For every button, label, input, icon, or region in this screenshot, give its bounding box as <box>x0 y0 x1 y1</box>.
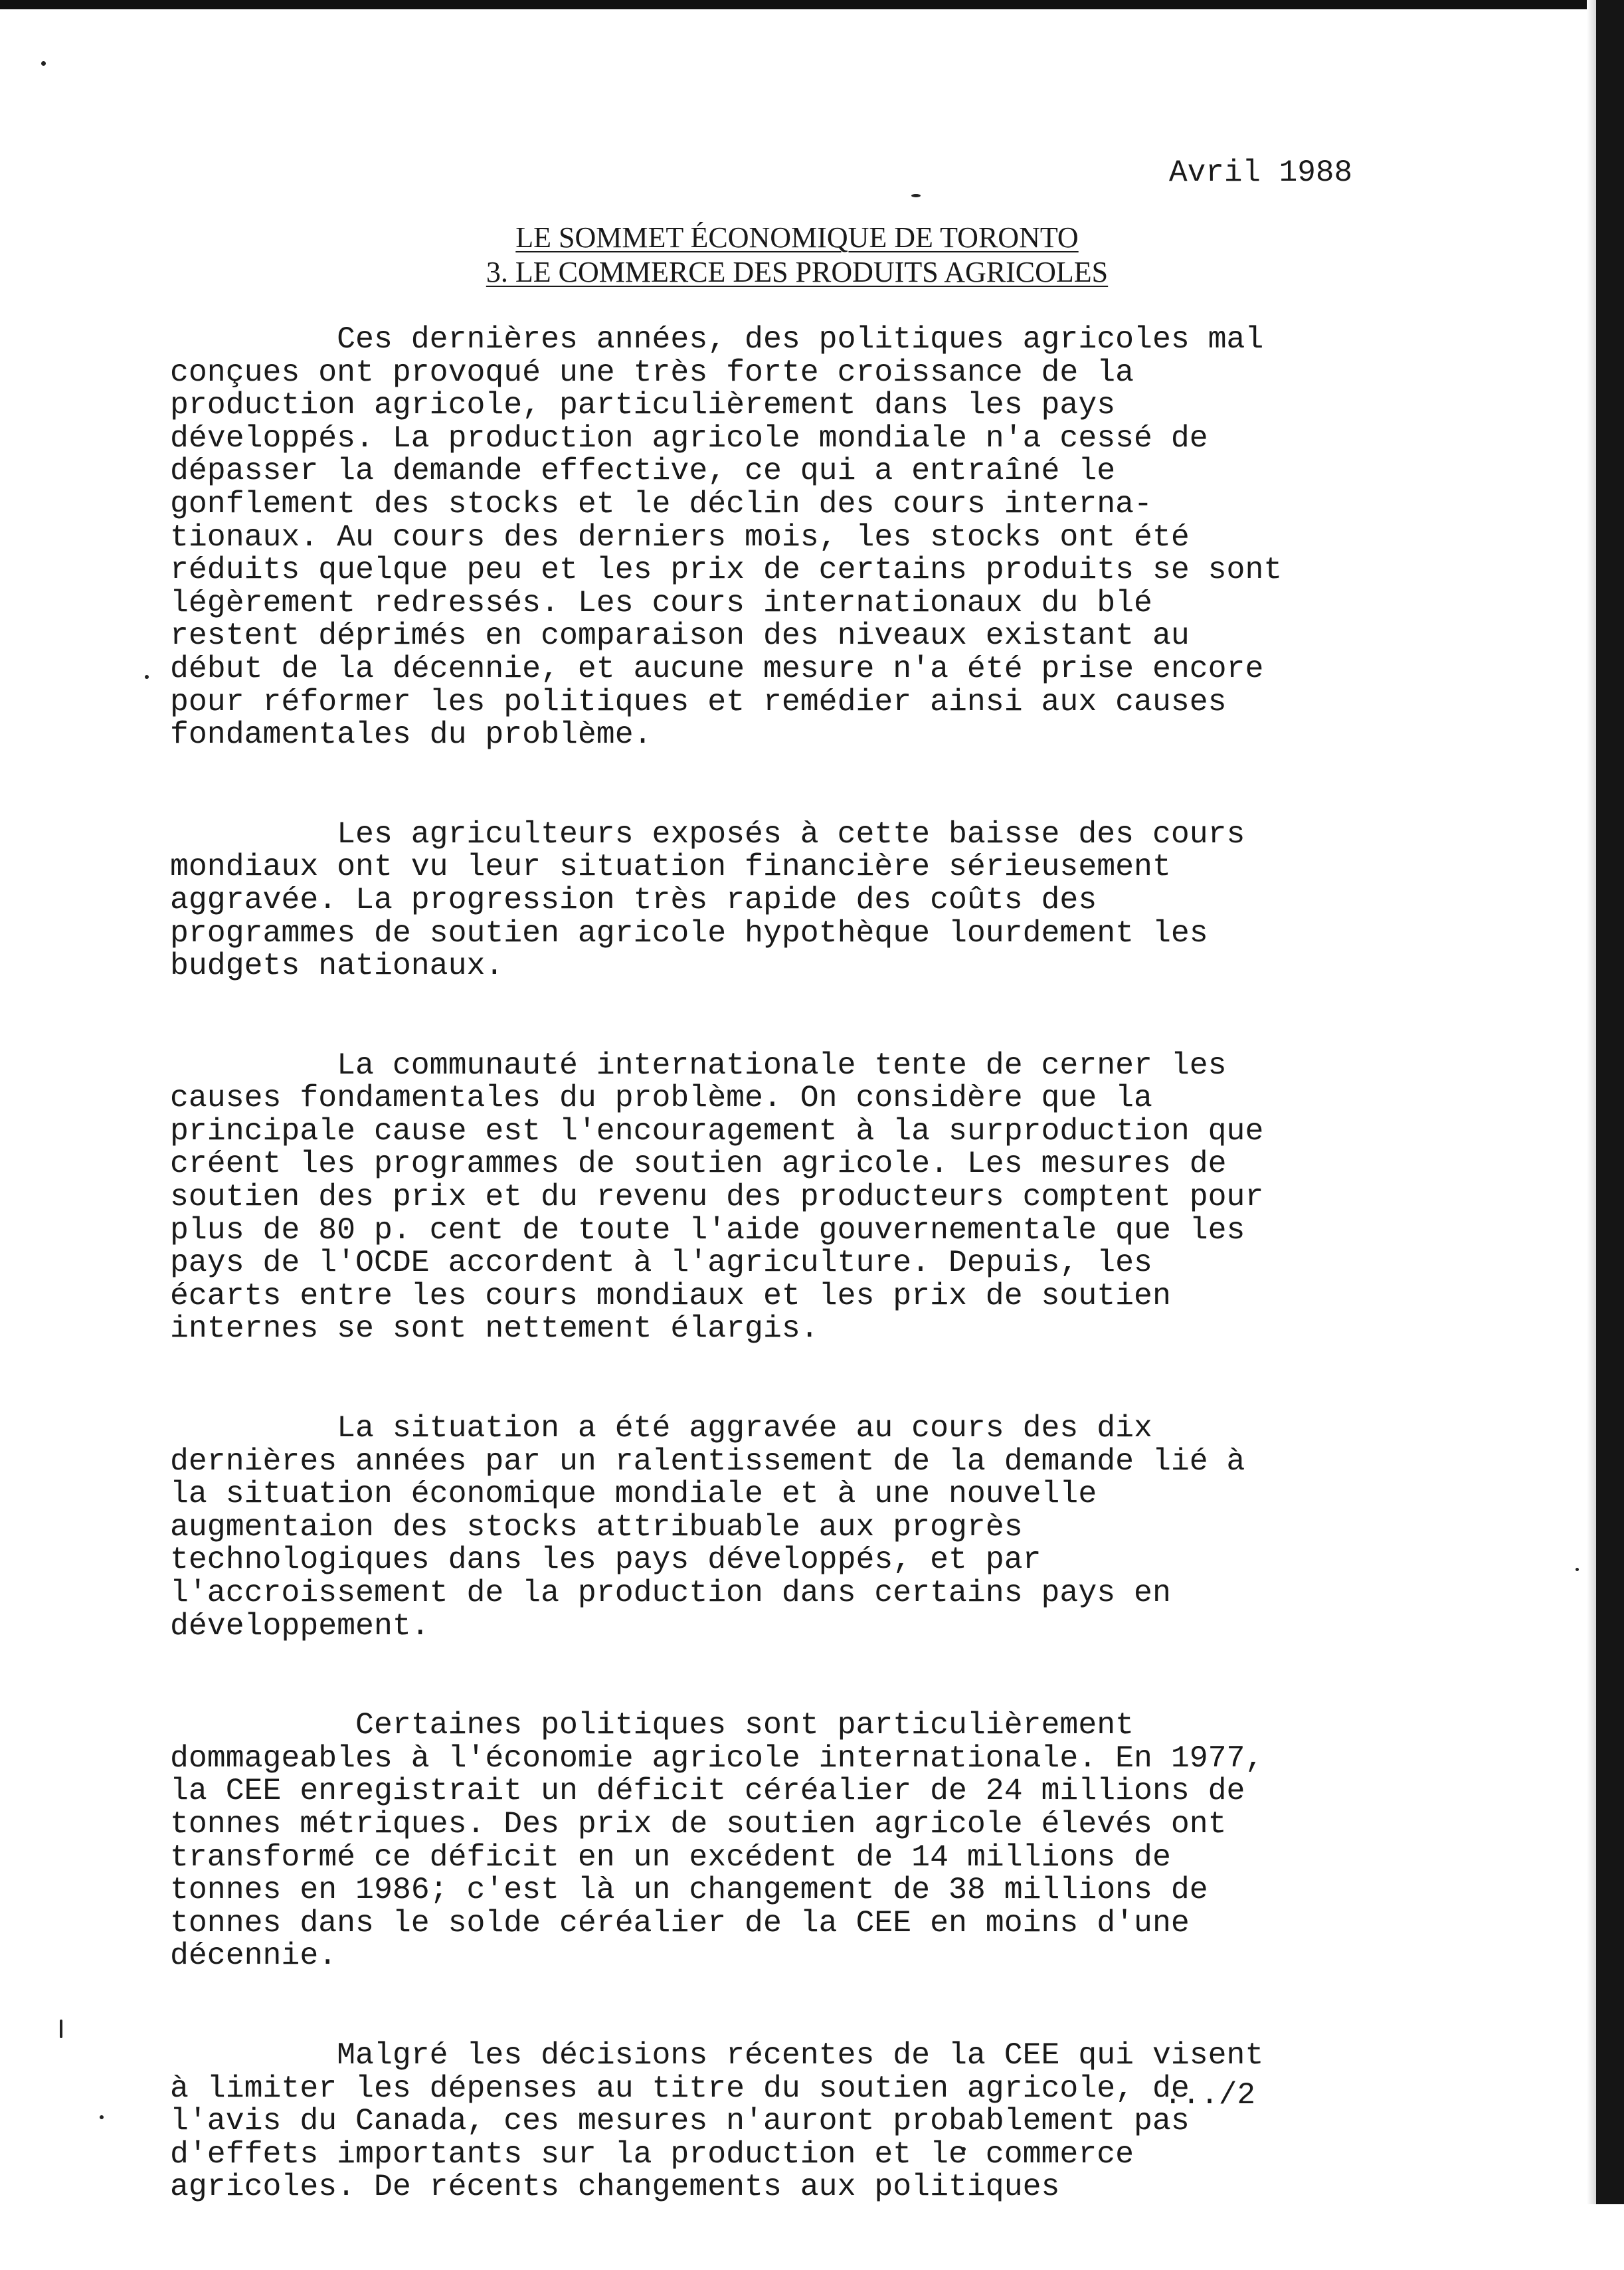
text-line: agricoles. De récents changements aux politiques <box>170 2169 1060 2205</box>
text-line: technologiques dans les pays développés, et par <box>170 1542 1041 1578</box>
text-line: fondamentales du problème. <box>170 717 652 753</box>
text-line: à limiter les dépenses au titre du soutien agricole, de <box>170 2070 1190 2106</box>
text-line: principale cause est l'encouragement à la surproduction que <box>170 1113 1264 1149</box>
text-line: d'effets importants sur la production et le commerce <box>170 2136 1134 2172</box>
text-line: internes se sont nettement élargis. <box>170 1311 819 1347</box>
text-line: pays de l'OCDE accordent à l'agriculture. Depuis, les <box>170 1245 1152 1281</box>
text-line: aggravée. La progression très rapide des coûts des <box>170 882 1097 917</box>
paragraph-4 <box>170 1412 1405 1642</box>
text-line: l'avis du Canada, ces mesures n'auront probablement pas <box>170 2103 1190 2139</box>
text-line: La communauté internationale tente de cerner les <box>170 1047 1227 1083</box>
document-title <box>399 221 1196 290</box>
text-line: pour réformer les politiques et remédier ainsi aux causes <box>170 684 1227 719</box>
scan-top-edge <box>0 0 1624 9</box>
paragraph-2 <box>170 818 1405 983</box>
text-line: augmentaion des stocks attribuable aux progrès <box>170 1509 1023 1545</box>
text-line: créent les programmes de soutien agricole. Les mesures de <box>170 1146 1227 1182</box>
paragraph-5 <box>170 1709 1405 1972</box>
text-line: la situation économique mondiale et à une nouvelle <box>170 1476 1097 1512</box>
text-line: dommageables à l'économie agricole internationale. En 1977, <box>170 1740 1264 1776</box>
scan-speck <box>1576 1568 1579 1571</box>
text-line: Les agriculteurs exposés à cette baisse des cours <box>170 816 1245 852</box>
text-line: conçues ont provoqué une très forte croissance de la <box>170 354 1134 390</box>
text-line: tonnes métriques. Des prix de soutien agricole élevés ont <box>170 1806 1227 1842</box>
text-line: Ces dernières années, des politiques agricoles mal <box>170 322 1264 357</box>
text-line: réduits quelque peu et les prix de certains produits se sont <box>170 552 1283 588</box>
text-line: soutien des prix et du revenu des producteurs comptent pour <box>170 1179 1264 1215</box>
scan-right-edge <box>1596 0 1624 2204</box>
paragraph-1 <box>170 323 1405 751</box>
text-line: la CEE enregistrait un déficit céréalier de 24 millions de <box>170 1773 1245 1809</box>
text-line: écarts entre les cours mondiaux et les prix de soutien <box>170 1277 1171 1313</box>
title-line-2: 3. LE COMMERCE DES PRODUITS AGRICOLES <box>486 256 1109 288</box>
text-line: budgets nationaux. <box>170 948 504 984</box>
text-line: Certaines politiques sont particulièrement <box>170 1707 1134 1743</box>
text-line: plus de 80 p. cent de toute l'aide gouvernementale que les <box>170 1212 1245 1248</box>
text-line: légèrement redressés. Les cours internationaux du blé <box>170 585 1152 620</box>
text-line: gonflement des stocks et le déclin des cours interna- <box>170 486 1152 521</box>
text-line: production agricole, particulièrement dans les pays <box>170 387 1116 423</box>
text-line: tonnes dans le solde céréalier de la CEE en moins d'une <box>170 1905 1190 1940</box>
text-line: dépasser la demande effective, ce qui a entraîné le <box>170 453 1116 489</box>
text-line: La situation a été aggravée au cours des dix <box>170 1410 1152 1446</box>
text-line: restent déprimés en comparaison des niveaux existant au <box>170 618 1190 654</box>
text-line: développés. La production agricole mondiale n'a cessé de <box>170 420 1208 456</box>
text-line: décennie. <box>170 1938 337 1974</box>
scan-speck <box>60 2020 62 2038</box>
text-line: début de la décennie, et aucune mesure n'a été prise encore <box>170 650 1264 686</box>
scan-speck <box>145 675 149 679</box>
text-line: transformé ce déficit en un excédent de 14 millions de <box>170 1839 1171 1875</box>
text-line: dernières années par un ralentissement de la demande lié à <box>170 1443 1245 1479</box>
text-line: développement. <box>170 1608 430 1644</box>
scan-right-gap <box>1587 0 1596 2204</box>
text-line: causes fondamentales du problème. On considère que la <box>170 1080 1152 1116</box>
title-line-1: LE SOMMET ÉCONOMIQUE DE TORONTO <box>515 221 1079 254</box>
text-line: mondiaux ont vu leur situation financière sérieusement <box>170 849 1171 885</box>
paragraph-3 <box>170 1049 1405 1345</box>
text-line: l'accroissement de la production dans certains pays en <box>170 1575 1171 1610</box>
document-body <box>170 323 1405 2270</box>
paragraph-6 <box>170 2039 1405 2204</box>
page-continuation-marker: .../2 <box>1164 2078 1256 2113</box>
document-date: Avril 1988 <box>1169 155 1353 190</box>
text-line: programmes de soutien agricole hypothèque lourdement les <box>170 915 1208 951</box>
text-line: tonnes en 1986; c'est là un changement de 38 millions de <box>170 1872 1208 1908</box>
text-line: Malgré les décisions récentes de la CEE qui visent <box>170 2037 1264 2073</box>
scan-speck <box>911 194 921 197</box>
scan-speck <box>41 61 46 66</box>
text-line: tionaux. Au cours des derniers mois, les stocks ont été <box>170 519 1190 555</box>
scan-speck <box>100 2115 104 2119</box>
